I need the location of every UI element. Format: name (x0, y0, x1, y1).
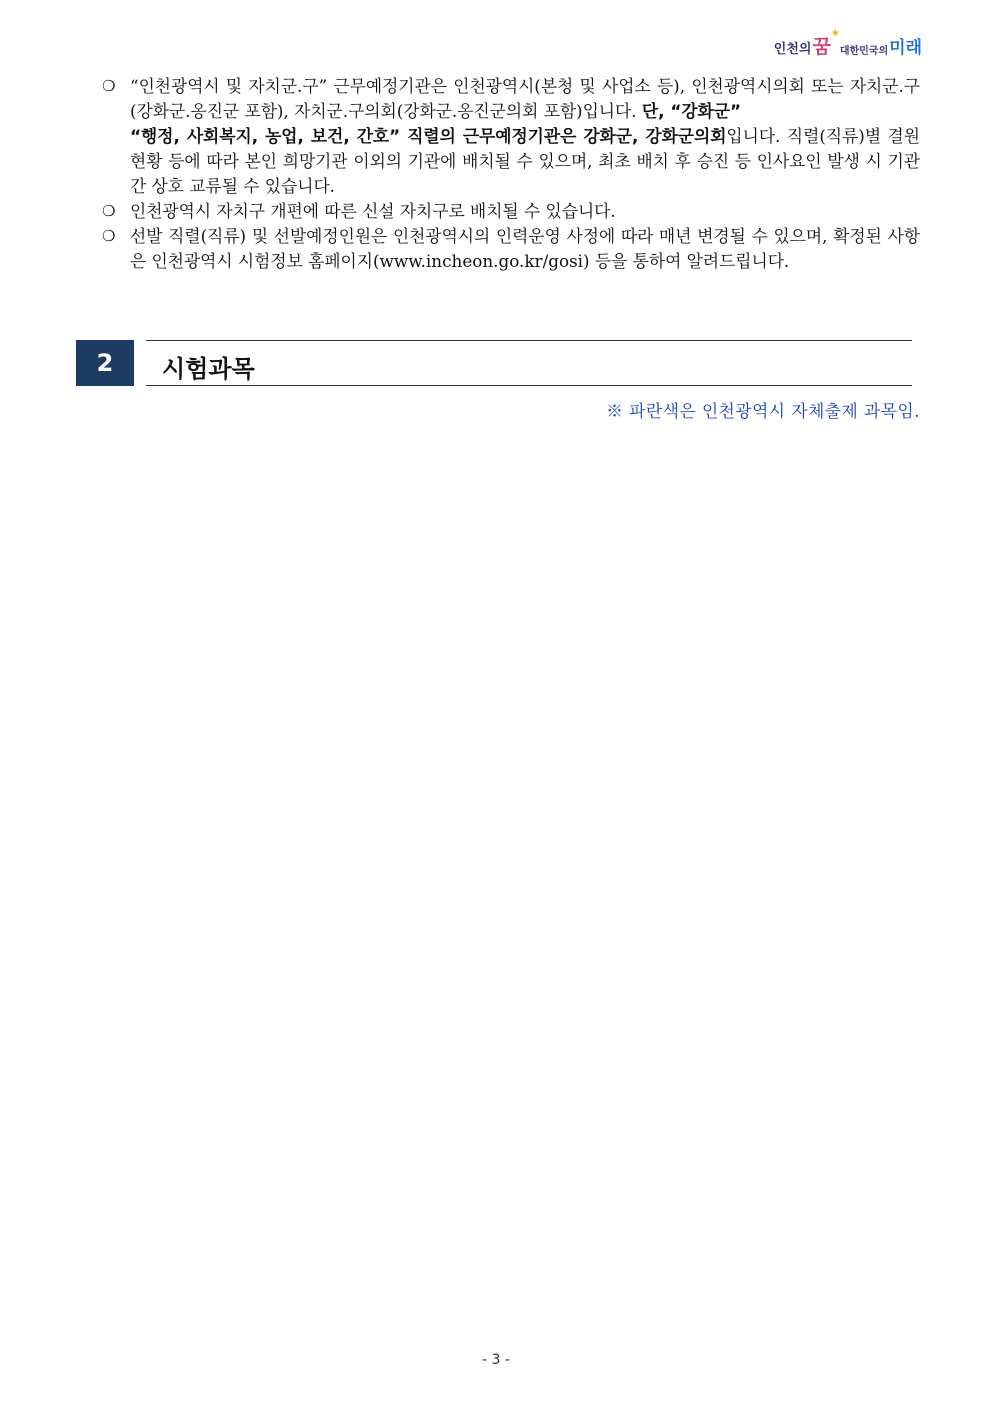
notice-text: 인천광역시 자치구 개편에 따른 신설 자치구로 배치될 수 있습니다. (130, 201, 616, 221)
section-title-box (146, 340, 912, 386)
notice-text: “인천광역시 및 자치군.구” 근무예정기관은 인천광역시(본청 및 사업소 등), 인천광역시의회 또는 자치군.구(강화군.옹진군 포함), 자치군.구의회(강화군.옹진군의회 포함)입니다. (130, 76, 920, 121)
circle-bullet-icon: ❍ (102, 77, 116, 95)
blue-subject-note: ※ 파란색은 인천광역시 자체출제 과목임. (606, 401, 920, 421)
notice-item-selection-change (102, 224, 920, 274)
notice-text: 선발 직렬(직류) 및 선발예정인원은 인천광역시의 인력운영 사정에 따라 매년 변경될 수 있으며, 확정된 사항은 인천광역시 시험정보 홈페이지(www.incheon.go.kr/gosi) 등을 통하여 알려드립니다. (130, 226, 920, 271)
page-number: - 3 - (482, 1352, 510, 1368)
notice-emphasis: “행정, 사회복지, 농업, 보건, 간호” 직렬의 근무예정기관은 강화군, 강화군의회 (130, 126, 727, 146)
logo-text-part3: 대한민국의 (839, 46, 889, 57)
notice-continuation (130, 124, 920, 199)
notice-item-new-district (102, 199, 920, 224)
logo-text-part2: 꿈 ★ (812, 28, 840, 58)
logo-text-part1: 인천의 (773, 42, 812, 57)
notice-item-work-location (102, 74, 920, 199)
circle-bullet-icon: ❍ (102, 227, 116, 245)
circle-bullet-icon: ❍ (102, 202, 116, 220)
logo-text-part4: 미래 (889, 38, 922, 58)
section-number: 2 (76, 340, 134, 386)
notice-emphasis: 단, “강화군” (641, 101, 742, 121)
star-icon: ★ (830, 28, 840, 39)
incheon-logo (773, 28, 922, 58)
section-header (76, 340, 912, 386)
notice-text: 입니다. 직렬(직류)별 결원 현황 등에 따라 본인 희망기관 이외의 기관에 배치될 수 있으며, 최초 배치 후 승진 등 인사요인 발생 시 기관 간 상호 교류될 수 있습니다. (130, 126, 920, 196)
notice-list (102, 74, 920, 274)
section-title: 시험과목 (162, 355, 255, 383)
